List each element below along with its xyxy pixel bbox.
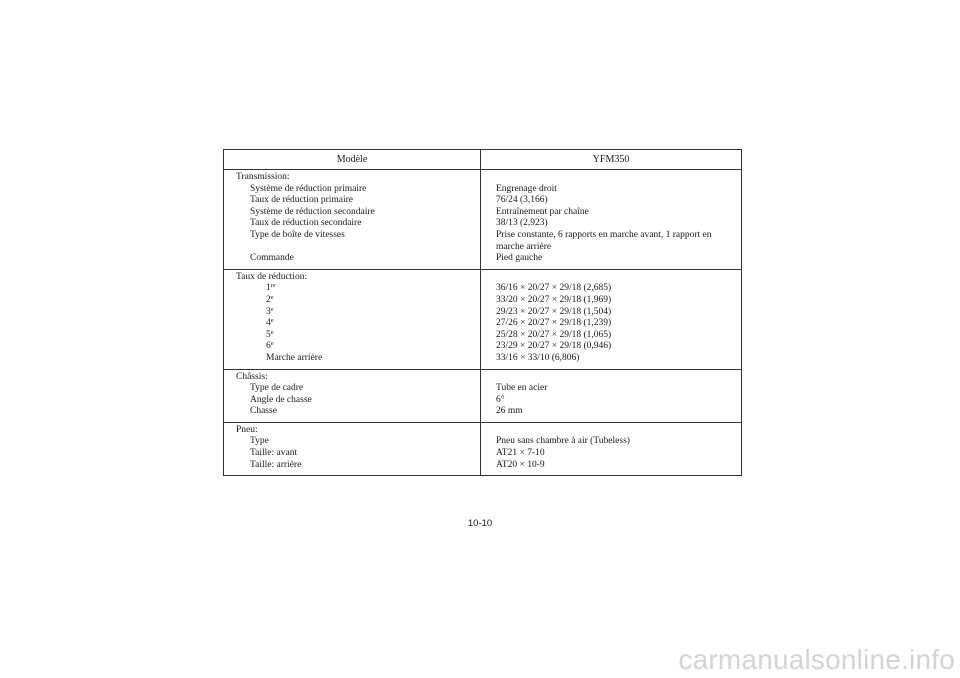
spec-label: Système de réduction secondaire xyxy=(250,206,375,217)
spacer-line xyxy=(496,425,741,437)
section-values xyxy=(481,270,741,369)
section-labels xyxy=(224,370,481,422)
spec-value: 38/13 (2,923) xyxy=(496,218,548,229)
spec-value: Prise constante, 6 rapports en marche avant, 1 rapport en marche arrière xyxy=(496,229,712,252)
section-labels xyxy=(224,170,481,269)
gear-label xyxy=(236,341,480,353)
spec-value: 33/20 × 20/27 × 29/18 (1,969) xyxy=(496,294,612,305)
section-values xyxy=(481,423,741,475)
section-labels xyxy=(224,270,481,369)
spec-value: 6° xyxy=(496,394,505,405)
gear-number: 4 xyxy=(266,318,271,329)
section-tire xyxy=(224,423,741,475)
spec-label: Taux de réduction secondaire xyxy=(250,218,362,229)
spec-value: 27/26 × 20/27 × 29/18 (1,239) xyxy=(496,318,612,329)
watermark-logo: carmanualsonline.info xyxy=(678,644,955,675)
spec-label: Marche arrière xyxy=(266,352,323,363)
section-labels xyxy=(224,423,481,475)
spec-label: Taille: arrière xyxy=(250,459,302,470)
section-title: Châssis: xyxy=(236,371,268,382)
section-values xyxy=(481,370,741,422)
spec-label: Taille: avant xyxy=(250,448,298,459)
section-transmission xyxy=(224,170,741,270)
spec-value: AT21 × 7-10 xyxy=(496,448,545,459)
page-number: 10-10 xyxy=(467,518,493,529)
spec-label: Commande xyxy=(250,253,294,264)
gear-suffix: e xyxy=(270,340,274,348)
gear-number: 5 xyxy=(266,329,271,340)
spec-value: 23/29 × 20/27 × 29/18 (0,946) xyxy=(496,341,612,352)
gear-number: 1 xyxy=(266,283,271,294)
spec-label: Chasse xyxy=(250,406,277,417)
spec-value: 26 mm xyxy=(496,406,523,417)
table-header-row xyxy=(224,150,741,170)
spec-label: Taux de réduction primaire xyxy=(250,195,354,206)
section-values xyxy=(481,170,741,269)
spec-value: AT20 × 10-9 xyxy=(496,459,545,470)
spec-label: Type de cadre xyxy=(250,383,304,394)
spec-table xyxy=(223,149,742,476)
gear-number: 3 xyxy=(266,306,271,317)
model-label: Modèle xyxy=(224,150,481,169)
gear-suffix: e xyxy=(270,305,274,313)
spec-value: Tube en acier xyxy=(496,383,548,394)
spec-value: 29/23 × 20/27 × 29/18 (1,504) xyxy=(496,306,612,317)
section-title: Transmission: xyxy=(236,172,290,182)
spec-label: Type de boîte de vitesses xyxy=(250,229,345,240)
section-chassis xyxy=(224,370,741,423)
spec-label: Système de réduction primaire xyxy=(250,183,367,194)
spacer-line xyxy=(496,172,741,184)
section-title: Pneu: xyxy=(236,424,258,435)
spec-value: 76/24 (3,166) xyxy=(496,195,548,206)
spec-label: Angle de chasse xyxy=(250,394,312,405)
section-title: Taux de réduction: xyxy=(236,271,308,282)
spacer-line xyxy=(496,372,741,384)
spec-value: Engrenage droit xyxy=(496,183,557,194)
gear-number: 2 xyxy=(266,294,271,305)
gear-suffix: re xyxy=(270,282,276,290)
spec-value: 36/16 × 20/27 × 29/18 (2,685) xyxy=(496,283,612,294)
spec-value: 25/28 × 20/27 × 29/18 (1,065) xyxy=(496,329,612,340)
gear-suffix: e xyxy=(270,293,274,301)
gear-number: 6 xyxy=(266,341,271,352)
section-reduction xyxy=(224,270,741,370)
spec-value: Entraînement par chaîne xyxy=(496,206,589,217)
gear-suffix: e xyxy=(270,317,274,325)
spec-value: Pneu sans chambre à air (Tubeless) xyxy=(496,436,630,447)
spacer-line xyxy=(236,242,480,254)
gear-suffix: e xyxy=(270,328,274,336)
spacer-line xyxy=(496,272,741,284)
spec-label: Type xyxy=(250,436,269,447)
spec-value: 33/16 × 33/10 (6,806) xyxy=(496,352,580,363)
spec-value: Pied gauche xyxy=(496,253,543,264)
model-value: YFM350 xyxy=(592,154,630,165)
